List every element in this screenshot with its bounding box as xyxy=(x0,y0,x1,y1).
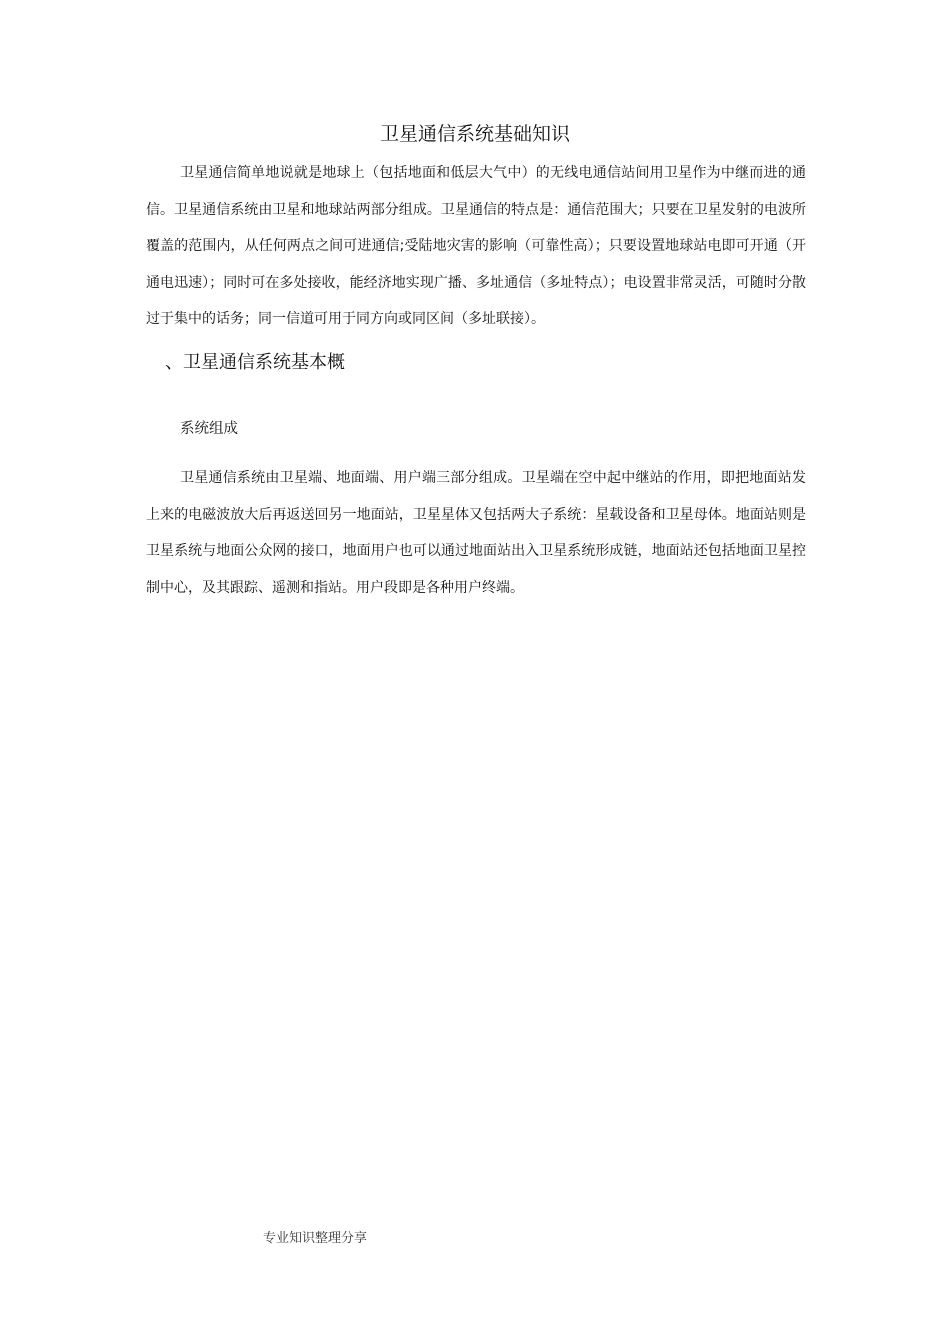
section-heading: 、卫星通信系统基本概 xyxy=(165,352,345,373)
document-title: 卫星通信系统基础知识 xyxy=(379,123,570,145)
footer-text: 专业知识整理分享 xyxy=(263,1231,368,1246)
subsection-heading: 系统组成 xyxy=(180,421,238,437)
composition-paragraph: 卫星通信系统由卫星端、地面端、用户端三部分组成。卫星端在空中起中继站的作用，即把地面站发上来的电磁波放大后再返送回另一地面站，卫星星体又包括两大子系统：星载设备和卫星母体。地面站则是卫星系统与地面公众网的接口，地面用户也可以通过地面站出入卫星系统形成链，地面站还包括地面卫星控制中心，及其跟踪、遥测和指站。用户段即是各种用户终端。 xyxy=(146,470,806,596)
intro-paragraph: 卫星通信简单地说就是地球上（包括地面和低层大气中）的无线电通信站间用卫星作为中继而进的通信。卫星通信系统由卫星和地球站两部分组成。卫星通信的特点是：通信范围大；只要在卫星发射的电波所覆盖的范围内，从任何两点之间可进通信;受陆地灾害的影响（可靠性高）；只要设置地球站电即可开通（开通电迅速）；同时可在多处接收，能经济地实现广播、多址通信（多址特点）；电设置非常灵活，可随时分散过于集中的话务；同一信道可用于同方向或同区间（多址联接）。 xyxy=(146,165,806,327)
